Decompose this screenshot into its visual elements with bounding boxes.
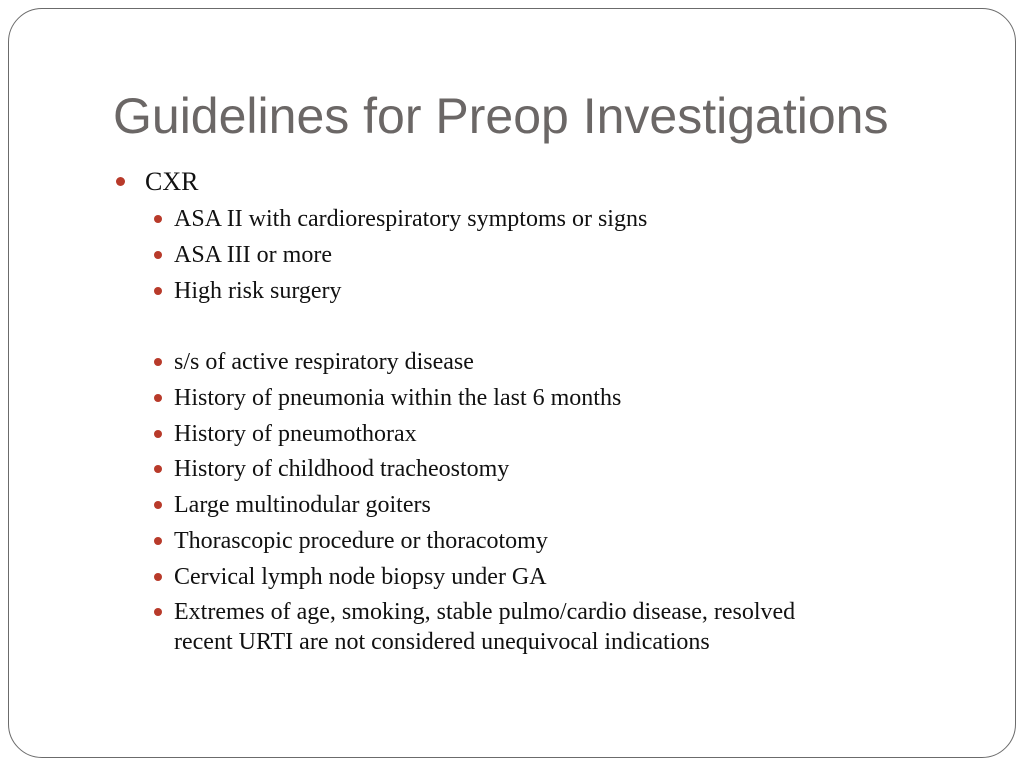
bullet-multinodular-goiters [174,490,431,520]
bullet-dot-icon [154,394,162,402]
bullet-text: ASA II with cardiorespiratory symptoms or signs [174,206,648,232]
bullet-text: ASA III or more [174,242,332,268]
bullet-dot-icon [154,287,162,295]
bullet-pneumothorax-history [174,419,417,449]
bullet-text: Thorascopic procedure or thoracotomy [174,528,548,554]
bullet-tracheostomy-history [174,454,509,484]
bullet-dot-icon [154,501,162,509]
bullet-dot-icon [154,537,162,545]
bullet-dot-icon [154,430,162,438]
bullet-active-respiratory-disease [174,347,474,377]
bullet-not-indications [174,597,795,657]
bullet-text [174,597,795,657]
bullet-dot-icon [154,465,162,473]
bullet-cxr [145,166,198,198]
slide-title: Guidelines for Preop Investigations [113,88,889,144]
bullet-text: s/s of active respiratory disease [174,349,474,375]
bullet-asa-ii [174,204,647,234]
bullet-dot-icon [154,251,162,259]
bullet-text: High risk surgery [174,278,342,304]
bullet-text: History of childhood tracheostomy [174,456,510,482]
bullet-dot-icon [154,358,162,366]
bullet-text: History of pneumothorax [174,421,417,447]
bullet-dot-icon [154,573,162,581]
bullet-dot-icon [116,177,125,186]
bullet-text: Large multinodular goiters [174,492,431,518]
bullet-text: Cervical lymph node biopsy under GA [174,564,547,590]
bullet-thoracic-procedure [174,526,548,556]
bullet-high-risk-surgery [174,276,342,306]
bullet-dot-icon [154,215,162,223]
bullet-text: History of pneumonia within the last 6 months [174,385,622,411]
bullet-asa-iii [174,240,332,270]
bullet-lymph-node-biopsy [174,562,547,592]
bullet-text-line: Extremes of age, smoking, stable pulmo/cardio disease, resolved [174,599,796,625]
bullet-text-line: recent URTI are not considered unequivocal indications [174,629,710,655]
bullet-dot-icon [154,608,162,616]
bullet-pneumonia-history [174,383,621,413]
bullet-text: CXR [145,167,199,196]
